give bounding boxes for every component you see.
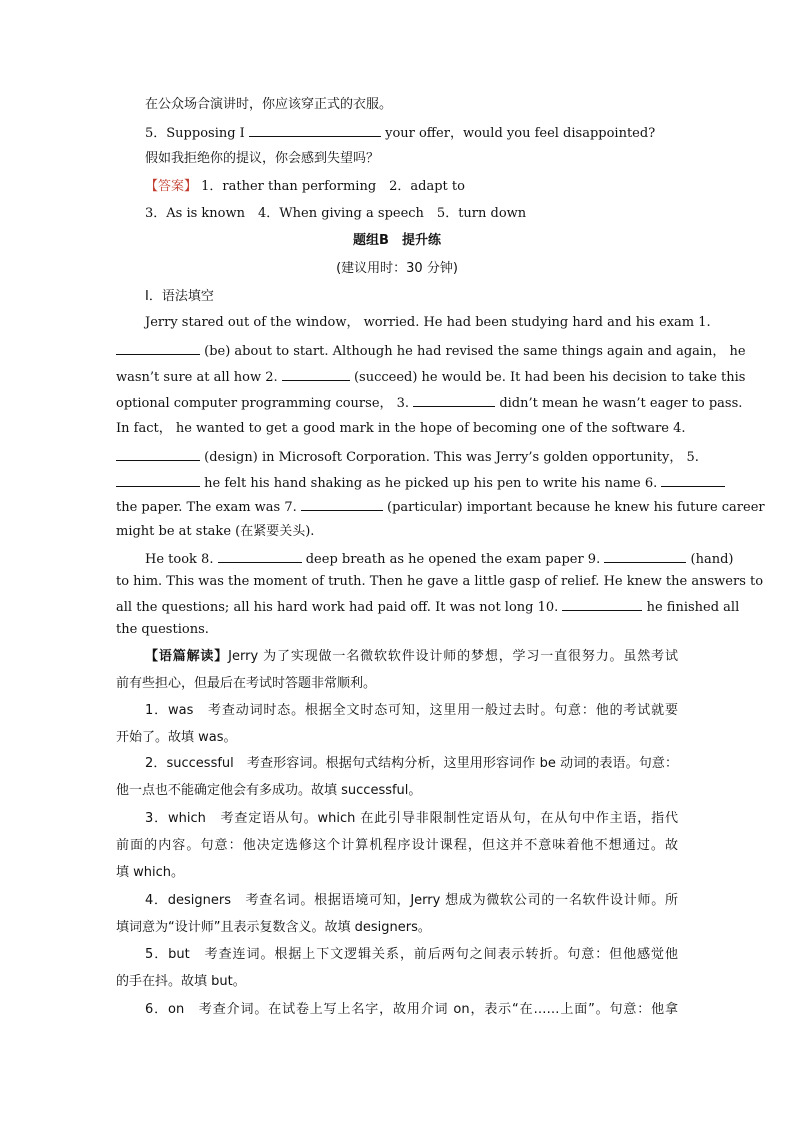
passage-line (116, 341, 746, 361)
section-title: 题组B 提升练 (353, 233, 441, 248)
passage-text: optional computer programming course， 3. (116, 396, 410, 411)
reading-note-line (145, 648, 678, 666)
explanation-line: 2．successful 考查形容词。根据句式结构分析，这里用形容词作 be 动词的表语。句意： (145, 756, 678, 771)
passage-line (116, 447, 699, 467)
blank-field[interactable] (249, 123, 381, 137)
passage-text: deep breath as he opened the exam paper 9. (305, 552, 601, 567)
passage-text: didn’t mean he wasn’t eager to pass. (499, 396, 743, 411)
passage-line: Jerry stared out of the window， worried. He had been studying hard and his exam 1. (145, 315, 711, 330)
passage-line (116, 597, 740, 617)
passage-line: to him. This was the moment of truth. Then he gave a little gasp of relief. He knew the answers to (116, 574, 764, 589)
passage-text: wasn’t sure at all how 2. (116, 370, 278, 385)
passage-line (116, 367, 746, 387)
explanation-line: 3．which 考查定语从句。which 在此引导非限制性定语从句，在从句中作主语，指代 (145, 811, 678, 826)
passage-line (116, 393, 743, 413)
sentence-4-translation: 在公众场合演讲时，你应该穿正式的衣服。 (145, 97, 393, 112)
passage-text: (particular) important because he knew his future career (387, 500, 765, 515)
question-5-prefix: 5．Supposing I (145, 126, 245, 141)
blank-field[interactable] (218, 549, 302, 563)
suggested-time: (建议用时：30 分钟) (336, 261, 458, 276)
explanation-line: 前面的内容。句意：他决定选修这个计算机程序设计课程，但这并不意味着他不想通过。故 (116, 838, 678, 853)
passage-text: (succeed) he would be. It had been his decision to take this (353, 370, 746, 385)
blank-field[interactable] (282, 367, 350, 381)
answer-tag: 【答案】 (145, 179, 198, 194)
blank-field[interactable] (116, 447, 200, 461)
blank-field[interactable] (413, 393, 495, 407)
passage-text: (hand) (690, 552, 734, 567)
explanation-line: 5．but 考查连词。根据上下文逻辑关系，前后两句之间表示转折。句意：但他感觉他 (145, 947, 678, 962)
question-5 (145, 123, 678, 143)
passage-line (116, 473, 678, 493)
explanation-line: 他一点也不能确定他会有多成功。故填 successful。 (116, 783, 422, 798)
question-5-translation: 假如我拒绝你的提议，你会感到失望吗？ (145, 151, 380, 166)
blank-field[interactable] (301, 497, 383, 511)
reading-note-text: Jerry 为了实现做一名微软软件设计师的梦想，学习一直很努力。虽然考试 (228, 649, 678, 664)
passage-text: he felt his hand shaking as he picked up his pen to write his name 6. (204, 476, 658, 491)
passage-text: he finished all (646, 600, 740, 615)
passage-line: might be at stake (在紧要关头). (116, 524, 315, 539)
section-heading: Ⅰ．语法填空 (145, 289, 214, 304)
answer-line-2: 3．As is known 4．When giving a speech 5．turn down (145, 206, 527, 221)
passage-text: all the questions; all his hard work had paid off. It was not long 10. (116, 600, 559, 615)
passage-text: He took 8. (145, 552, 214, 567)
passage-line (116, 497, 765, 517)
explanation-line: 开始了。故填 was。 (116, 730, 237, 745)
passage-text: (be) about to start. Although he had revised the same things again and again， he (204, 344, 746, 359)
blank-field[interactable] (661, 473, 725, 487)
blank-field[interactable] (562, 597, 642, 611)
explanation-line: 的手在抖。故填 but。 (116, 974, 246, 989)
passage-text: (design) in Microsoft Corporation. This was Jerry’s golden opportunity， 5. (204, 450, 699, 465)
question-5-rest: your offer，would you feel disappointed? (385, 126, 656, 141)
blank-field[interactable] (116, 341, 200, 355)
passage-line: In fact， he wanted to get a good mark in the hope of becoming one of the software 4. (116, 421, 686, 436)
reading-note-tag: 【语篇解读】 (145, 649, 229, 664)
answer-line-1-text: 1．rather than performing 2．adapt to (201, 179, 465, 194)
blank-field[interactable] (116, 473, 200, 487)
blank-field[interactable] (604, 549, 686, 563)
explanation-line: 填词意为“设计师”且表示复数含义。故填 designers。 (116, 920, 431, 935)
explanation-line: 1．was 考查动词时态。根据全文时态可知，这里用一般过去时。句意：他的考试就要 (145, 703, 678, 718)
passage-line: the questions. (116, 622, 209, 637)
explanation-line: 6．on 考查介词。在试卷上写上名字，故用介词 on，表示“在……上面”。句意：他拿 (145, 1002, 678, 1017)
explanation-line: 填 which。 (116, 865, 185, 880)
passage-text: the paper. The exam was 7. (116, 500, 297, 515)
passage-line (145, 549, 734, 569)
answer-line-1 (145, 178, 678, 196)
reading-note-line: 前有些担心，但最后在考试时答题非常顺利。 (116, 676, 377, 691)
explanation-line: 4．designers 考查名词。根据语境可知，Jerry 想成为微软公司的一名软件设计师。所 (145, 893, 678, 908)
